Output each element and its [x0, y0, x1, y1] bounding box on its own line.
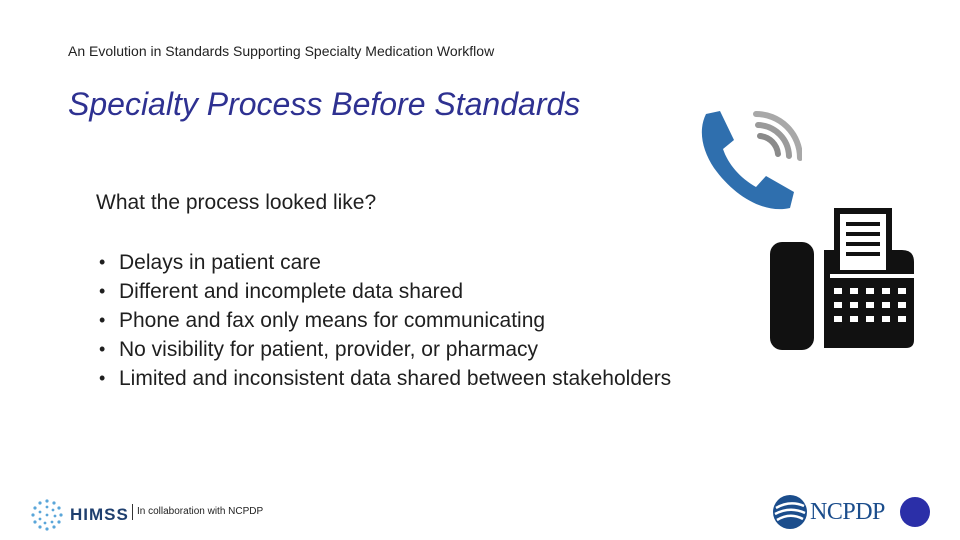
list-item [96, 364, 671, 393]
bullet-text: Different and incomplete data shared [119, 280, 463, 303]
bullet-dot: • [99, 310, 106, 330]
bullet-text: Phone and fax only means for communicating [119, 309, 546, 332]
corner-dot-icon [900, 497, 930, 527]
himss-logo [30, 498, 129, 532]
list-item [96, 335, 671, 364]
himss-dots-icon [30, 498, 64, 532]
bullet-dot: • [99, 339, 106, 359]
bullet-dot: • [99, 368, 106, 388]
process-question: What the process looked like? [96, 191, 377, 214]
header-kicker: An Evolution in Standards Supporting Specialty Medication Workflow [68, 43, 495, 59]
list-item [96, 248, 671, 277]
ncpdp-globe-icon [772, 494, 808, 530]
collaboration-note: In collaboration with NCPDP [137, 506, 264, 517]
himss-wordmark: HIMSS [70, 505, 129, 524]
bullet-text: Delays in patient care [119, 251, 321, 274]
bullet-text: No visibility for patient, provider, or pharmacy [119, 338, 539, 361]
footer [0, 490, 960, 540]
slide-title: Specialty Process Before Standards [68, 86, 581, 122]
phone-icon [694, 108, 802, 216]
bullet-dot: • [99, 281, 106, 301]
bullet-dot: • [99, 252, 106, 272]
fax-machine-icon [768, 206, 916, 354]
ncpdp-logo [772, 494, 885, 530]
ncpdp-wordmark: NCPDP [810, 498, 885, 525]
footer-divider [132, 504, 133, 520]
list-item [96, 277, 671, 306]
bullet-list [96, 248, 671, 393]
list-item [96, 306, 671, 335]
bullet-text: Limited and inconsistent data shared between stakeholders [119, 367, 672, 390]
